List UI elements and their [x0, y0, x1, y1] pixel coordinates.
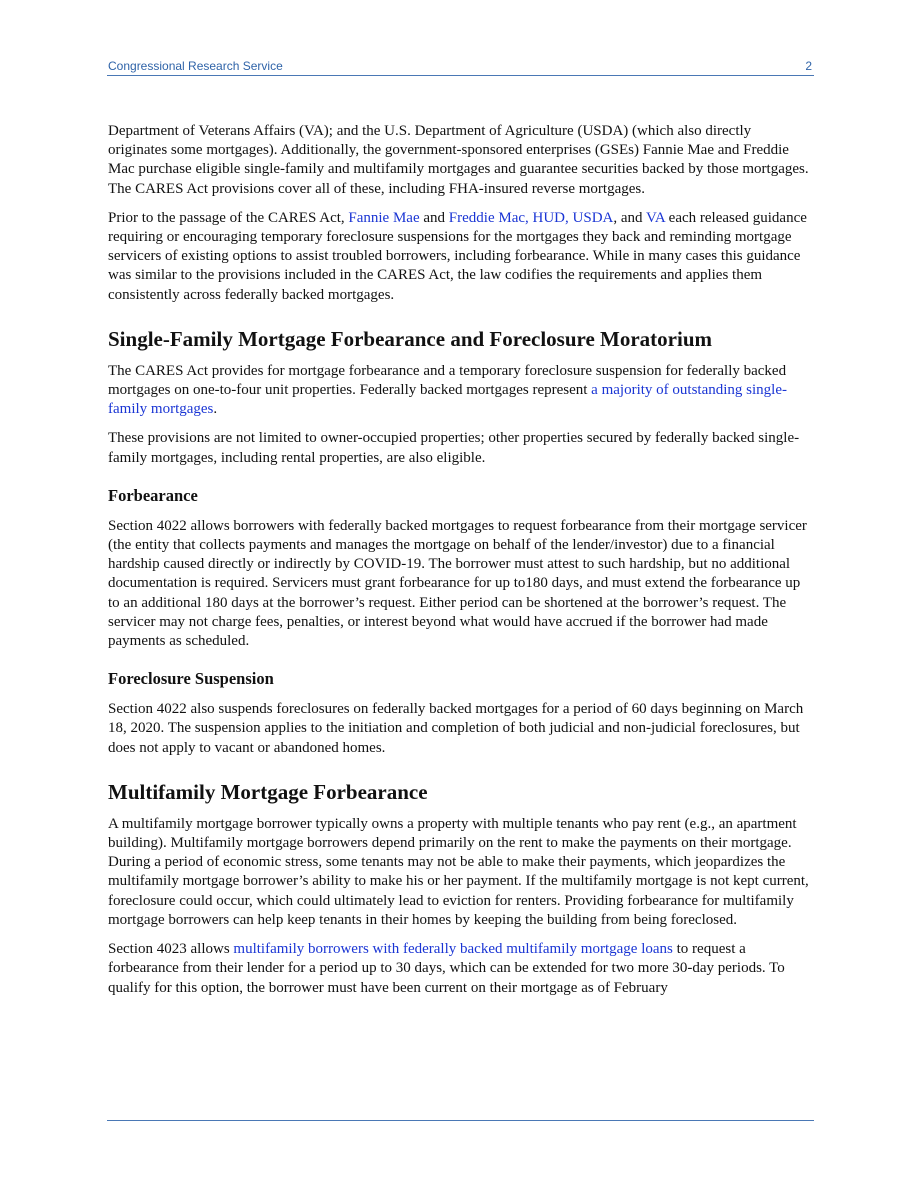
- footer-rule: [107, 1120, 814, 1121]
- paragraph-guidance: [108, 209, 814, 305]
- heading-forbearance: Forbearance: [108, 485, 198, 505]
- paragraph-single-family-2: These provisions are not limited to owner-occupied properties; other properties secured by federally backed single-family mortgages, including rental properties, are also eligible.: [108, 430, 800, 466]
- text-segment: to request a forbearance from their lender for a period up to 30 days, which can be extended for two more 30-day periods. To qualify for this option, the borrower must have been current on their mortgage as of February: [108, 941, 785, 996]
- text-segment: , and: [613, 209, 646, 226]
- text-segment: Section 4023 allows: [108, 941, 234, 958]
- paragraph-forbearance: Section 4022 allows borrowers with federally backed mortgages to request forbearance from their mortgage servicer (the entity that collects payments and manages the mortgage on behalf of the lender/investor) due to a financial hardship caused directly or indirectly by COVID-19. The borrower must attest to such hardship, but no additional documentation is required. Servicers must grant forbearance for up to180 days, and must extend the forbearance up to an additional 180 days at the borrower’s request. Either period can be shortened at the borrower’s request. The servicer may not charge fees, penalties, or interest beyond what would have accrued if the borrower had made payments as scheduled.: [108, 517, 807, 650]
- text-segment: .: [213, 401, 218, 418]
- text-segment: each released guidance requiring or encouraging temporary foreclosure suspensions for the mortgages they back and reminding mortgage servicers of existing options to assist troubled borrowers, including forbearance. While in many cases this guidance was similar to the provisions included in the CARES Act, the law codifies the requirements and applies them consistently across federally backed mortgages.: [108, 209, 807, 303]
- link-multifamily-borrowers[interactable]: multifamily borrowers with federally backed multifamily mortgage loans: [233, 941, 673, 958]
- link-majority-mortgages[interactable]: a majority of outstanding single-family mortgages: [108, 382, 787, 418]
- heading-foreclosure-suspension: Foreclosure Suspension: [108, 669, 274, 689]
- heading-multifamily: Multifamily Mortgage Forbearance: [108, 779, 428, 804]
- header-source: Congressional Research Service: [108, 59, 283, 73]
- link-freddie-hud-usda[interactable]: Freddie Mac, HUD, USDA: [448, 209, 614, 226]
- text-segment: Prior to the passage of the CARES Act,: [108, 209, 349, 226]
- text-segment: The CARES Act provides for mortgage forbearance and a temporary foreclosure suspension for federally backed mortgages on one-to-four unit properties. Federally backed mortgages represent: [108, 362, 787, 399]
- paragraph-intro: Department of Veterans Affairs (VA); and the U.S. Department of Agriculture (USDA) (which also directly originates some mortgages). Additionally, the government-sponsored enterprises (GSEs) Fannie Mae and Freddie Mac purchase eligible single-family and multifamily mortgages and guarantee securities backed by those mortgages. The CARES Act provisions cover all of these, including FHA-insured reverse mortgages.: [108, 123, 809, 197]
- paragraph-foreclosure: Section 4022 also suspends foreclosures on federally backed mortgages for a period of 60 days beginning on March 18, 2020. The suspension applies to the initiation and completion of both judicial and non-judicial foreclosures, but does not apply to vacant or abandoned homes.: [108, 701, 804, 756]
- page-header: [107, 56, 814, 76]
- link-fannie-mae[interactable]: Fannie Mae: [348, 209, 420, 226]
- paragraph-multifamily-2: [108, 940, 814, 998]
- paragraph-single-family-1: [108, 362, 814, 420]
- document-body: [108, 122, 814, 1008]
- page-number: 2: [805, 59, 812, 73]
- paragraph-multifamily-1: A multifamily mortgage borrower typically owns a property with multiple tenants who pay rent (e.g., an apartment building). Multifamily mortgage borrowers depend primarily on the rent to make the payments on their mortgage. During a period of economic stress, some tenants may not be able to make their payments, which jeopardizes the multifamily mortgage borrower’s ability to make his or her payment. If the multifamily mortgage is not kept current, foreclosure could occur, which could ultimately lead to eviction for renters. Providing forbearance for multifamily mortgage borrowers can help keep tenants in their homes by keeping the building from being foreclosed.: [108, 815, 809, 928]
- link-va[interactable]: VA: [646, 209, 665, 226]
- text-segment: and: [419, 209, 449, 226]
- heading-single-family: Single-Family Mortgage Forbearance and Foreclosure Moratorium: [108, 326, 713, 351]
